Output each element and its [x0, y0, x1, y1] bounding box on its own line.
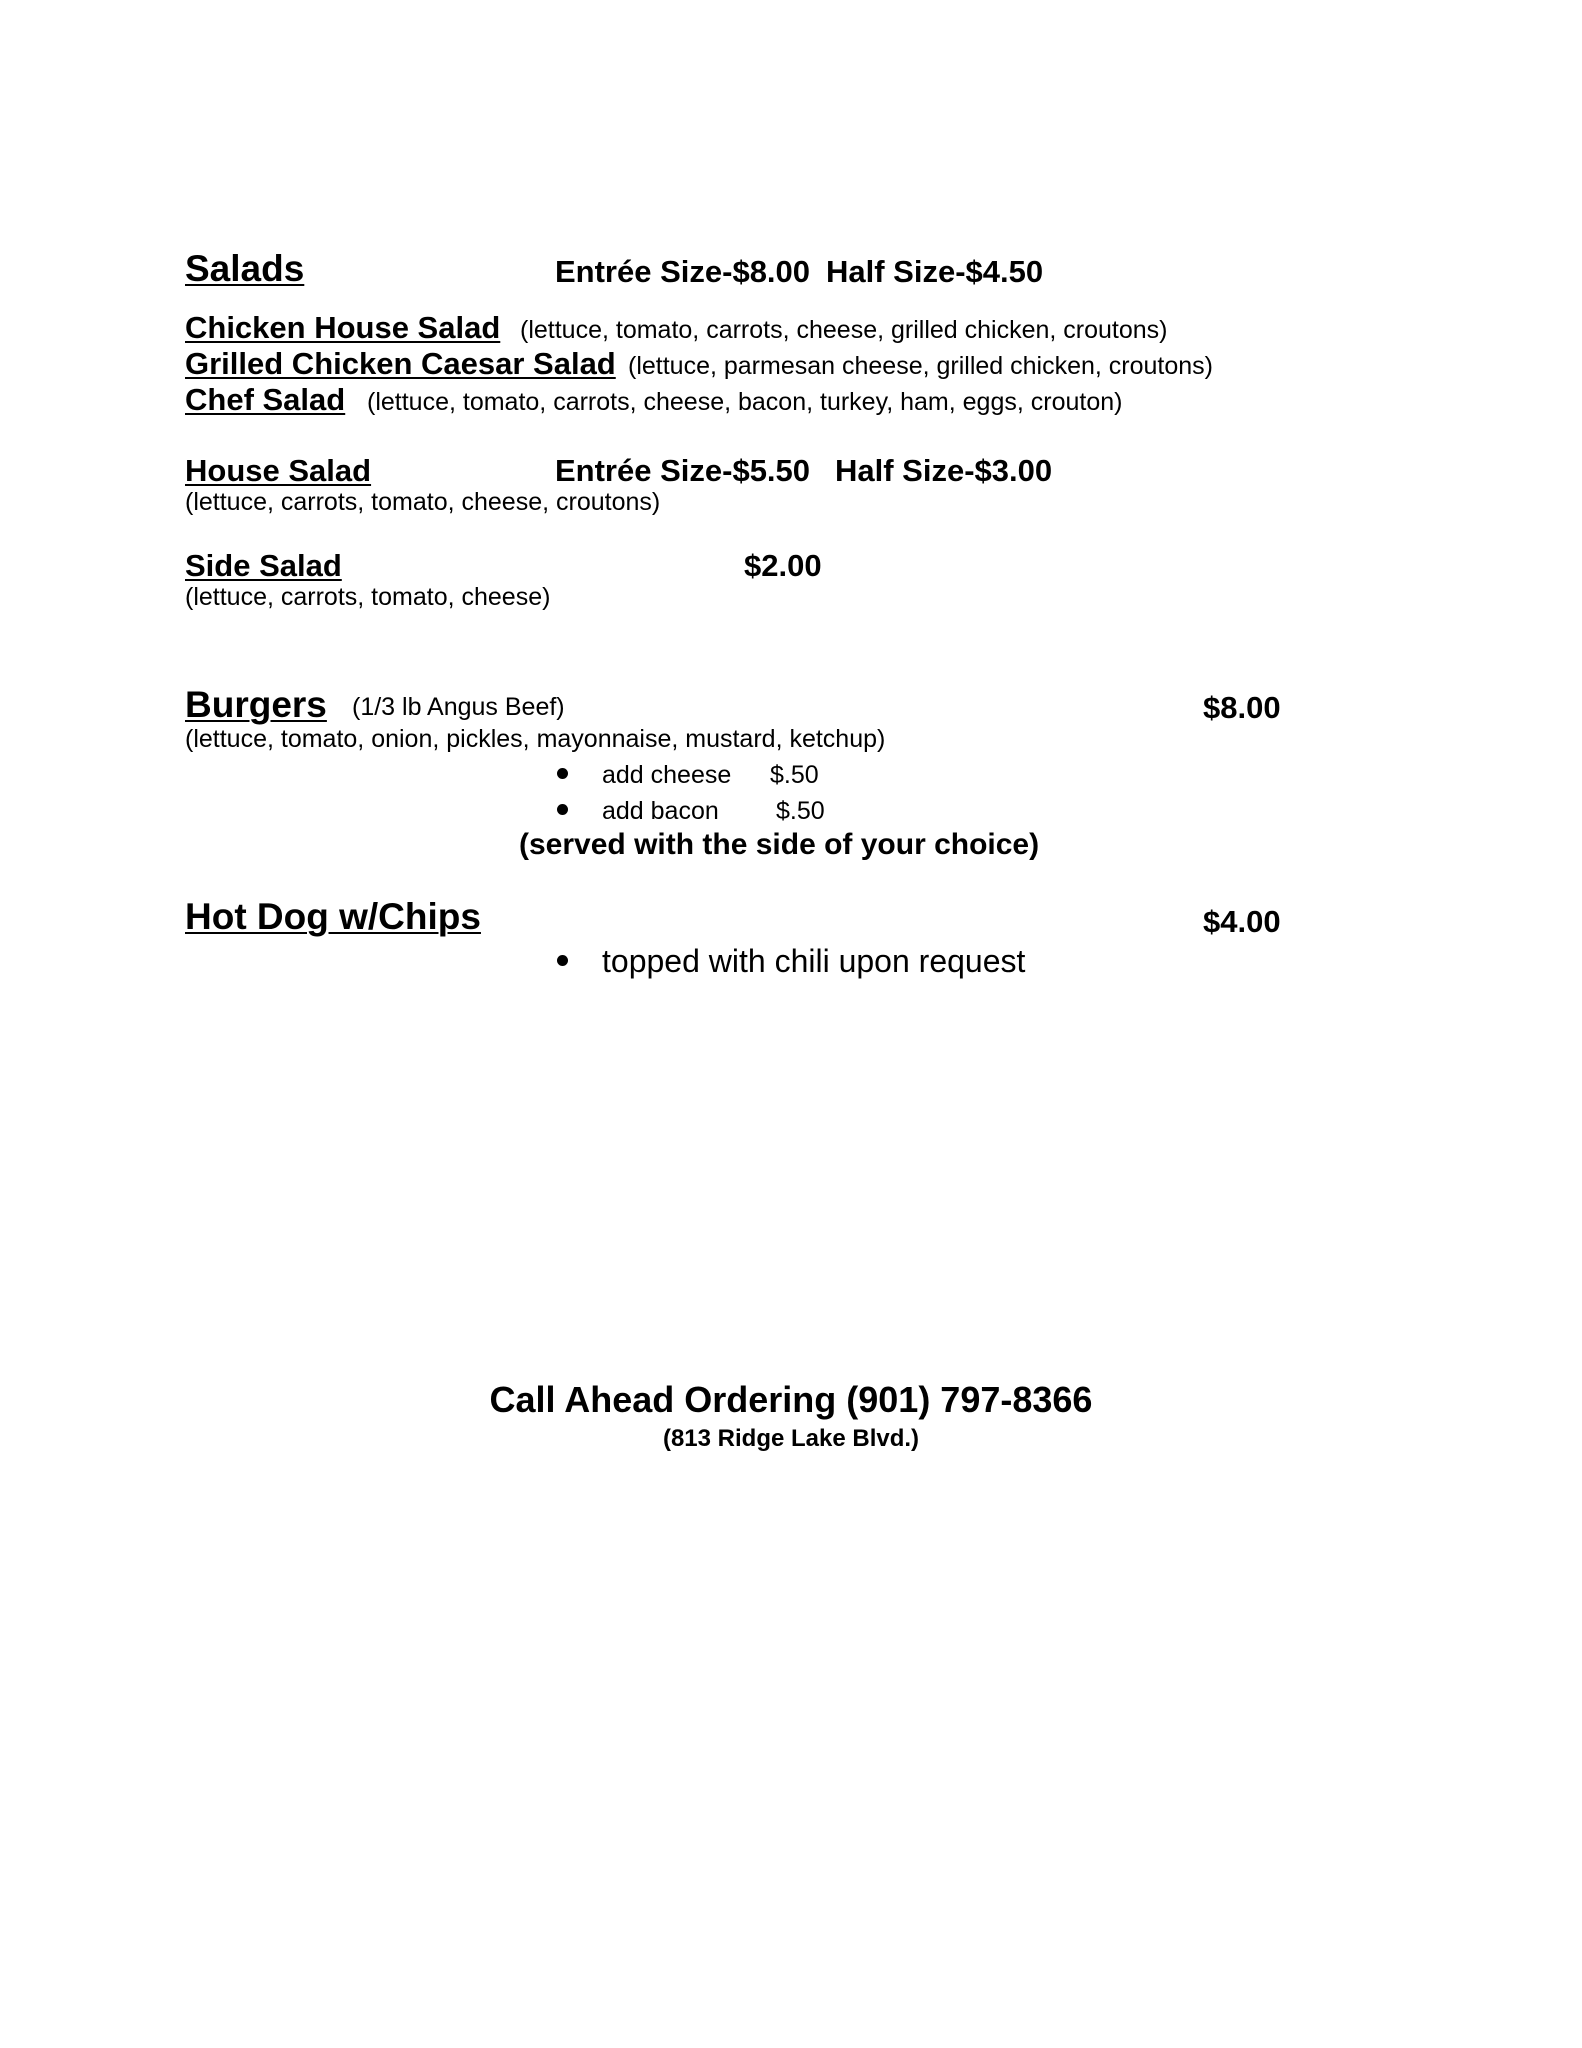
house-salad-half-price: Half Size-$3.00 [835, 453, 1053, 488]
house-salad-entree-price: Entrée Size-$5.50 [555, 453, 811, 488]
burgers-desc: (lettuce, tomato, onion, pickles, mayonnaise, mustard, ketchup) [185, 725, 886, 753]
addon-bullet-icon [557, 768, 568, 779]
side-salad-price: $2.00 [744, 548, 822, 583]
chicken-house-salad-desc: (lettuce, tomato, carrots, cheese, grilled chicken, croutons) [520, 316, 1168, 344]
salads-entree-price: Entrée Size-$8.00 [555, 254, 811, 289]
house-salad-name: House Salad [185, 453, 372, 488]
caesar-salad-name: Grilled Chicken Caesar Salad [185, 346, 616, 381]
burgers-subtitle: (1/3 lb Angus Beef) [352, 693, 565, 721]
chef-salad-name: Chef Salad [185, 382, 346, 417]
salads-half-price: Half Size-$4.50 [826, 254, 1044, 289]
addon-cheese-price: $.50 [770, 761, 819, 789]
hot-dog-bullet-icon [557, 955, 568, 966]
house-salad-desc: (lettuce, carrots, tomato, cheese, croutons) [185, 488, 661, 516]
store-address: (813 Ridge Lake Blvd.) [662, 1425, 920, 1452]
chicken-house-salad-name: Chicken House Salad [185, 310, 501, 345]
burgers-heading: Burgers [185, 684, 327, 725]
side-salad-desc: (lettuce, carrots, tomato, cheese) [185, 583, 551, 611]
call-ahead-ordering: Call Ahead Ordering (901) 797-8366 [489, 1379, 1093, 1420]
burgers-served-note: (served with the side of your choice) [519, 828, 1040, 861]
hot-dog-heading: Hot Dog w/Chips [185, 896, 481, 937]
side-salad-name: Side Salad [185, 548, 342, 583]
burgers-price: $8.00 [1203, 690, 1281, 725]
hot-dog-price: $4.00 [1203, 904, 1281, 939]
addon-bacon-label: add bacon [602, 797, 719, 825]
addon-bacon-price: $.50 [776, 797, 825, 825]
caesar-salad-desc: (lettuce, parmesan cheese, grilled chicken, croutons) [628, 352, 1214, 380]
chef-salad-desc: (lettuce, tomato, carrots, cheese, bacon, turkey, ham, eggs, crouton) [367, 388, 1123, 416]
salads-heading: Salads [185, 248, 305, 289]
addon-bullet-icon [557, 804, 568, 815]
hot-dog-note: topped with chili upon request [602, 943, 1026, 979]
addon-cheese-label: add cheese [602, 761, 732, 789]
